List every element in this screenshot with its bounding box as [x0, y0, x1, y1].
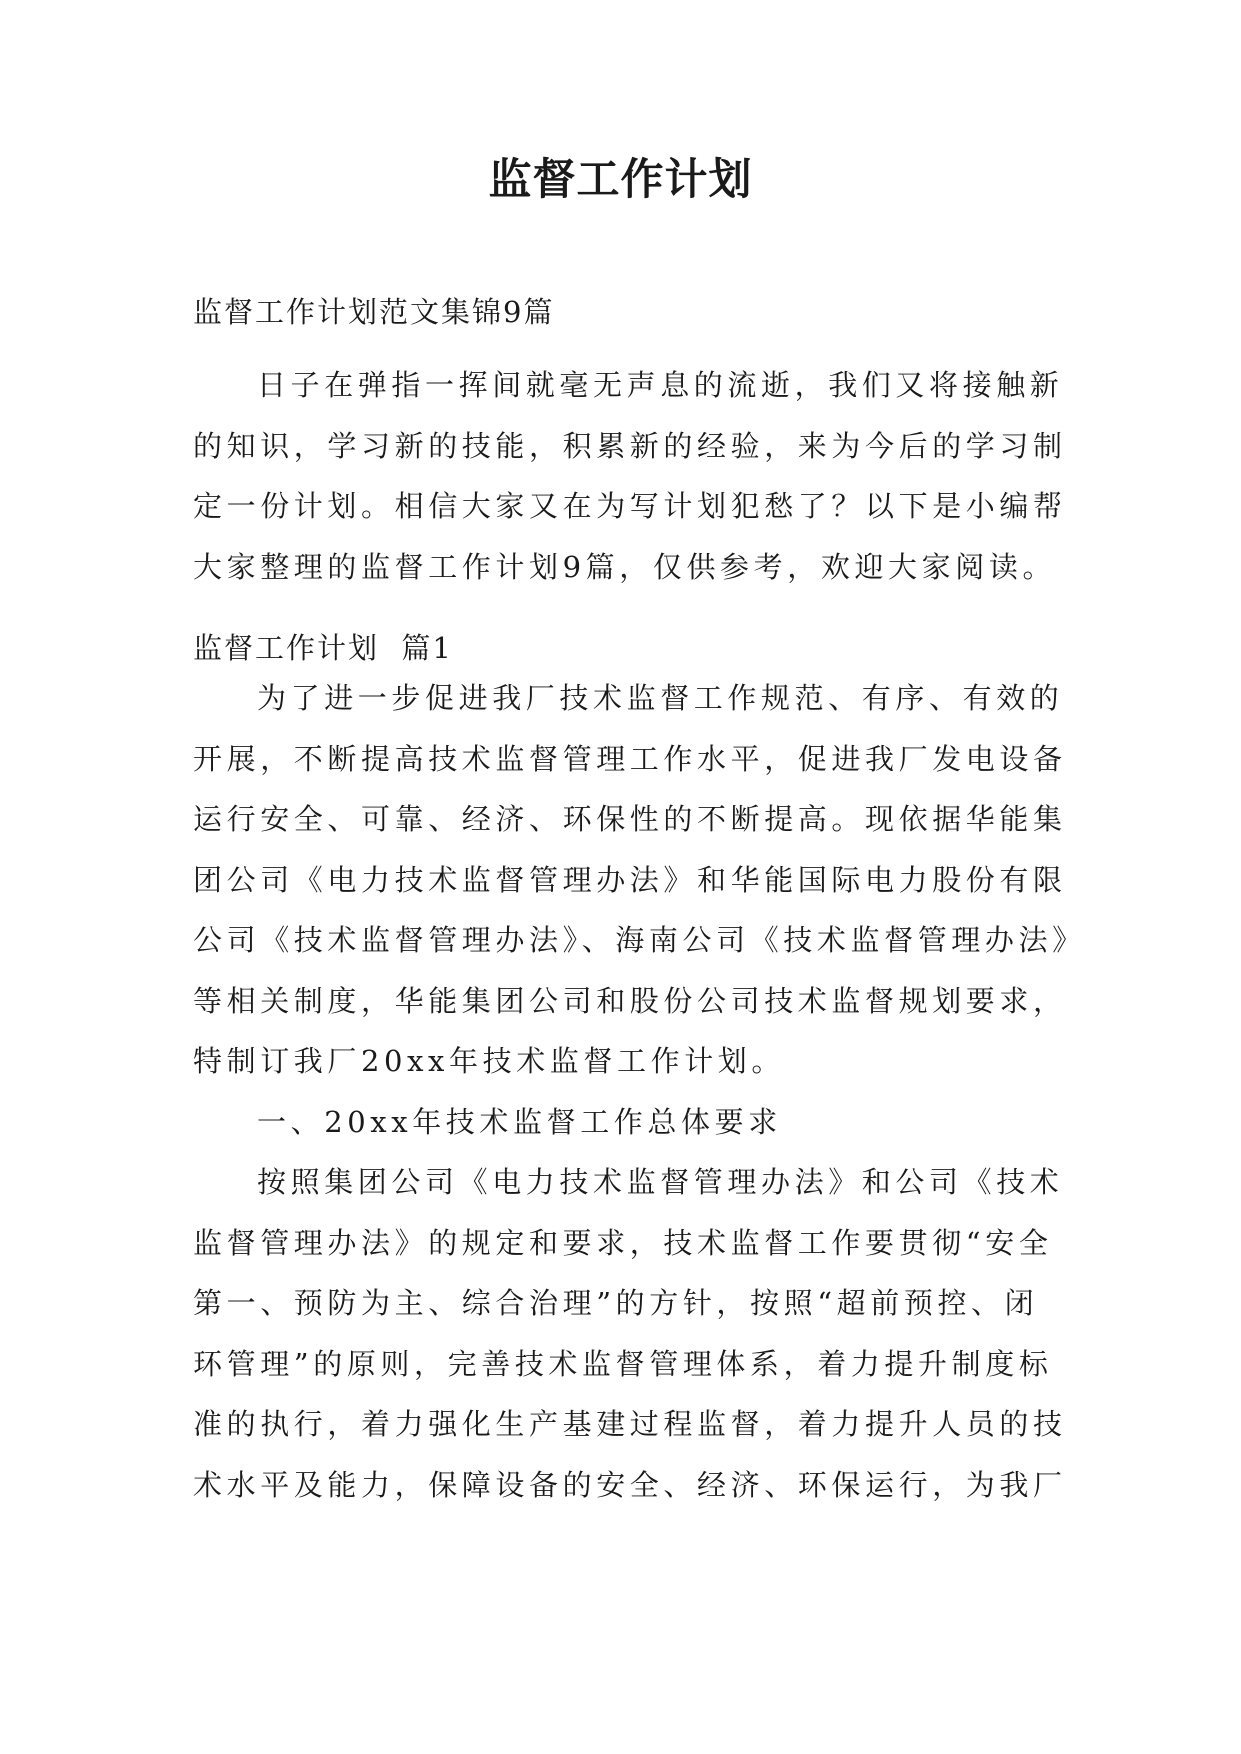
intro-paragraph: [193, 355, 1093, 597]
intro-line: 日子在弹指一挥间就毫无声息的流逝，我们又将接触新: [257, 368, 1064, 402]
body-line: 环管理”的原则，完善技术监督管理体系，着力提升制度标: [193, 1346, 1053, 1381]
intro-line: 定一份计划。相信大家又在为写计划犯愁了？以下是小编帮: [193, 489, 1067, 523]
body-line: 第一、预防为主、综合治理”的方针，按照“超前预控、闭: [193, 1286, 1039, 1320]
body-line: 术水平及能力，保障设备的安全、经济、环保运行，为我厂: [193, 1467, 1067, 1502]
body-line: 公司《技术监督管理办法》、海南公司《技术监督管理办法》: [193, 923, 1086, 957]
body-line: 运行安全、可靠、经济、环保性的不断提高。现依据华能集: [193, 802, 1067, 836]
body-line: 监督管理办法》的规定和要求，技术监督工作要贯彻“安全: [193, 1225, 1053, 1260]
section-body: [193, 668, 1093, 1515]
subsection-heading: 一、20xx年技术监督工作总体要求: [257, 1104, 782, 1139]
body-line: 按照集团公司《电力技术监督管理办法》和公司《技术: [257, 1165, 1064, 1199]
document-subtitle: 监督工作计划范文集锦9篇: [193, 295, 555, 329]
body-line: 开展，不断提高技术监督管理工作水平，促进我厂发电设备: [193, 741, 1067, 776]
body-line: 为了进一步促进我厂技术监督工作规范、有序、有效的: [257, 681, 1064, 715]
body-line: 准的执行，着力强化生产基建过程监督，着力提升人员的技: [193, 1407, 1067, 1441]
body-line: 等相关制度，华能集团公司和股份公司技术监督规划要求，: [193, 983, 1067, 1018]
body-line: 团公司《电力技术监督管理办法》和华能国际电力股份有限: [193, 862, 1067, 897]
intro-line: 的知识，学习新的技能，积累新的经验，来为今后的学习制: [193, 428, 1067, 463]
section-heading: 监督工作计划 篇1: [193, 631, 453, 665]
document-title: 监督工作计划: [488, 155, 753, 205]
body-line: 特制订我厂20xx年技术监督工作计划。: [193, 1044, 786, 1078]
intro-line: 大家整理的监督工作计划9篇，仅供参考，欢迎大家阅读。: [193, 549, 1057, 584]
